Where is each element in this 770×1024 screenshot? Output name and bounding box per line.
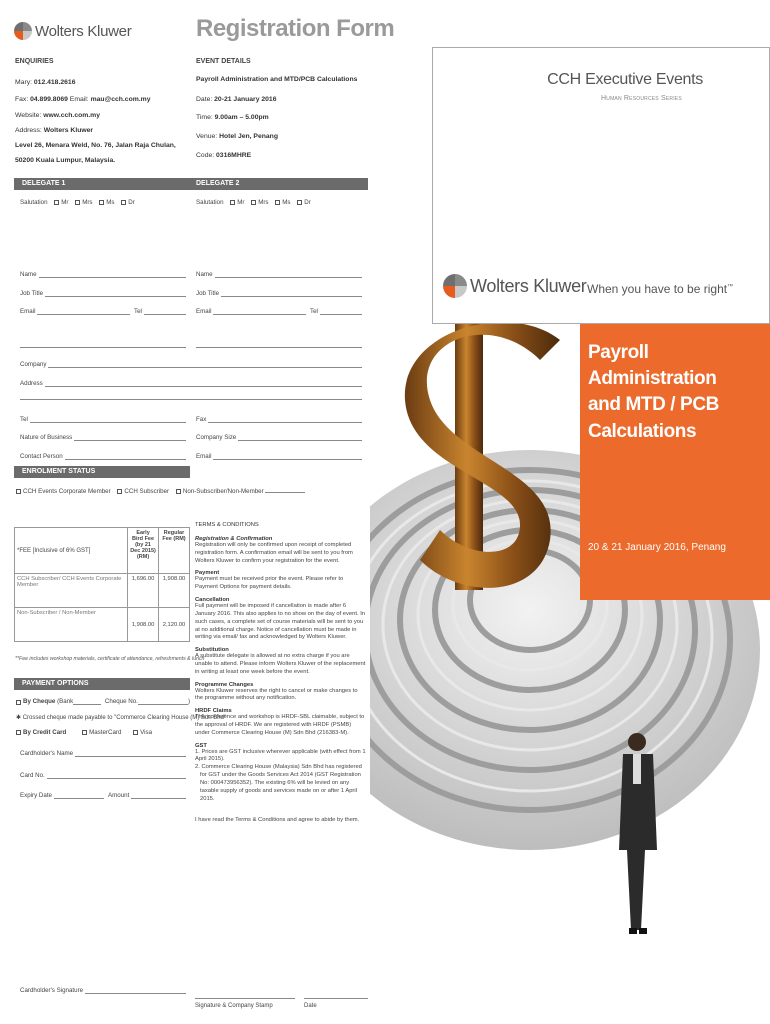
brand-logo: [14, 22, 131, 40]
delegate-2-tel-field[interactable]: [310, 305, 362, 315]
non-member-label: Non-Subscriber/Non-Member: [182, 488, 264, 495]
signature-label: Cardholder's Signature: [20, 987, 84, 994]
bank-input[interactable]: [73, 700, 101, 705]
expiry-date-field[interactable]: [20, 789, 104, 799]
wolters-kluwer-logo-icon: [443, 274, 467, 298]
date-label: Date: [304, 1003, 317, 1009]
mastercard-checkbox[interactable]: [82, 730, 87, 735]
date-line[interactable]: [304, 998, 368, 999]
early-bird-header: Early Bird Fee (by 21 Dec 2015) (RM): [128, 528, 159, 574]
signature-stamp-label: Signature & Company Stamp: [195, 1003, 273, 1009]
delegate-2-job-title-field[interactable]: [196, 287, 362, 297]
row2-label: Non-Subscriber / Non-Member: [15, 608, 128, 642]
salutation-mrs-checkbox[interactable]: [251, 200, 256, 205]
subscriber-checkbox[interactable]: [117, 489, 122, 494]
event-code: [196, 152, 251, 159]
enquiries-website: [15, 112, 100, 119]
address-line-3: 50200 Kuala Lumpur, Malaysia.: [15, 157, 116, 164]
substitution-heading: Substitution: [195, 647, 229, 654]
salutation-ms-checkbox[interactable]: [275, 200, 280, 205]
event-time: [196, 114, 269, 121]
name-label: Name: [20, 271, 37, 278]
gst-item-2: 2. Commerce Clearing House (Malaysia) Sdn Bhd has registered for GST under the Goods Services Act 2014 (GST Registration No: 000473956352). The existing 6% will be levied on any taxable supply of goods and services made on or after 1 April 2015.: [195, 764, 362, 802]
company-email-field[interactable]: [196, 450, 362, 460]
address-field[interactable]: [20, 377, 362, 387]
event-venue-value: Hotel Jen, Penang: [219, 133, 278, 140]
course-panel: [580, 324, 770, 600]
event-name: Payroll Administration and MTD/PCB Calculations: [196, 76, 358, 83]
address-line-1: Wolters Kluwer: [43, 127, 94, 134]
fee-note: **Fee includes workshop materials, certificate of attendance, refreshments & lunch: [15, 656, 205, 662]
contact-person-field[interactable]: [20, 450, 186, 460]
salutation-dr-checkbox[interactable]: [297, 200, 302, 205]
company-fax-label: Fax: [196, 416, 207, 423]
company-label: Company: [20, 361, 47, 368]
enquiries-heading: ENQUIRIES: [15, 58, 54, 65]
delegate-1-email-field[interactable]: [20, 305, 130, 315]
delegate-1-job-title-field[interactable]: [20, 287, 186, 297]
event-venue-label: Venue:: [196, 133, 220, 140]
delegate-2-extra-line: [196, 347, 362, 348]
company-size-label: Company Size: [196, 434, 237, 441]
course-title-line-3: and MTD / PCB: [588, 394, 719, 416]
programme-changes-text: Wolters Kluwer reserves the right to cancel or make changes to the programme without any notification.: [195, 687, 358, 702]
payment-terms-heading: Payment: [195, 570, 220, 577]
cover-brand-logo: [443, 274, 587, 298]
fee-label: *FEE [Inclusive of 6% GST]: [15, 528, 128, 574]
event-date: [196, 96, 277, 103]
visa-checkbox[interactable]: [133, 730, 138, 735]
salutation-mr-label: Mr: [237, 199, 245, 206]
event-code-value: 0316MHRE: [216, 152, 252, 159]
address-label: Address: [20, 380, 43, 387]
table-row: [15, 608, 190, 642]
card-no-label: Card No.: [20, 772, 45, 779]
businessman-figure: [619, 733, 657, 934]
enquiries-address: [15, 127, 93, 134]
enrolment-options: [16, 488, 305, 495]
tagline: [587, 282, 733, 296]
row1-early-fee: 1,696.00: [128, 574, 159, 608]
event-code-label: Code:: [196, 152, 217, 159]
company-tel-field[interactable]: [20, 413, 186, 423]
salutation-dr-checkbox[interactable]: [121, 200, 126, 205]
contact-label: Mary:: [15, 79, 34, 86]
visa-label: Visa: [140, 729, 153, 736]
salutation-label: Salutation: [20, 199, 48, 206]
substitution-text: A substitute delegate is allowed at no extra charge if you are unable to attend. Please inform Wolters Kluwer of the replacement in writing at least one week before the event.: [195, 653, 366, 675]
delegate-bar: [14, 178, 368, 190]
row1-regular-fee: 1,908.00: [159, 574, 190, 608]
nature-label: Nature of Business: [20, 434, 73, 441]
fax-label: Fax:: [15, 96, 31, 103]
cover-card: [432, 47, 770, 324]
event-details-heading: EVENT DETAILS: [196, 58, 251, 65]
cheque-no-label: Cheque No.: [104, 698, 138, 705]
name-label: Name: [196, 271, 213, 278]
event-date-location: 20 & 21 January 2016, Penang: [588, 542, 726, 553]
bank-label: (Bank: [57, 698, 74, 705]
cheque-row: By Cheque (Bank Cheque No. ): [16, 698, 190, 705]
wolters-kluwer-logo-icon: [14, 22, 32, 40]
salutation-dr-label: Dr: [128, 199, 135, 206]
row2-early-fee: 1,908.00: [128, 608, 159, 642]
contact-phone: 012.418.2616: [33, 79, 76, 86]
signature-stamp-line[interactable]: [195, 998, 295, 999]
gst-item-1: 1. Prices are GST inclusive wherever applicable (with effect from 1 April 2015).: [195, 748, 366, 763]
crossed-note-text: Crossed cheque made payable to "Commerce Clearing House (M) Sdn Bhd": [22, 715, 227, 721]
email-label: Email: [196, 308, 212, 315]
job-title-label: Job Title: [20, 290, 44, 297]
cardholder-name-label: Cardholder's Name: [20, 750, 74, 757]
subscriber-label: CCH Subscriber: [124, 488, 170, 495]
delegate-1-tel-field[interactable]: [134, 305, 186, 315]
trademark: ™: [727, 284, 734, 290]
delegate-1-name-field[interactable]: [20, 268, 186, 278]
company-tel-label: Tel: [20, 416, 28, 423]
hrdf-text: This conference and workshop is HRDF-SBL claimable, subject to the approval of HRDF. We are registered with HRDF (PSMB) under Commerce Clearing House (M) Sdn Bhd (216383-M).: [195, 714, 365, 736]
agreement-text: I have read the Terms & Conditions and agree to abide by them.: [195, 817, 360, 824]
cover-brand-name: Wolters Kluwer: [470, 275, 587, 296]
table-row: [15, 574, 190, 608]
tel-label: Tel: [134, 308, 142, 315]
cancellation-heading: Cancellation: [195, 597, 230, 604]
delegate-2-email-field[interactable]: [196, 305, 306, 315]
course-title-line-4: Calculations: [588, 420, 697, 442]
salutation-mrs-checkbox[interactable]: [75, 200, 80, 205]
credit-card-label: By Credit Card: [23, 729, 67, 736]
programme-changes-heading: Programme Changes: [195, 681, 254, 688]
credit-card-row: [16, 729, 152, 736]
salutation-dr-label: Dr: [304, 199, 311, 206]
card-number-field[interactable]: [20, 769, 186, 779]
address-label: Address:: [15, 127, 44, 134]
contact-person-label: Contact Person: [20, 453, 63, 460]
salutation-ms-label: Ms: [282, 199, 291, 206]
registration-heading: Registration & Confirmation: [195, 536, 273, 542]
mastercard-label: MasterCard: [89, 729, 122, 736]
cheque-no-input[interactable]: [138, 700, 188, 705]
corporate-member-label: CCH Events Corporate Member: [23, 488, 111, 495]
delegate-2-name-field[interactable]: [196, 268, 362, 278]
payment-terms-text: Payment must be received prior the event. Please refer to Payment Options for payment details.: [195, 576, 344, 591]
terms-heading: TERMS & CONDITIONS: [195, 522, 259, 528]
salutation-mrs-label: Mrs: [258, 199, 269, 206]
email-label: Email: [20, 308, 36, 315]
event-date-value: 20-21 January 2016: [214, 96, 277, 103]
row1-label: CCH Subscriber/ CCH Events Corporate Member: [15, 574, 128, 608]
email-label: Email:: [67, 96, 91, 103]
amount-field[interactable]: [108, 789, 186, 799]
brand-name: Wolters Kluwer: [35, 22, 132, 40]
event-venue: [196, 133, 278, 140]
salutation-mr-checkbox[interactable]: [230, 200, 235, 205]
cancellation-text: Full payment will be imposed if cancellation is made after 6 January 2016. This also applies to no show on the day of event. In such cases, a complete set of course materials will be sent to you at no additional charge. Notice of cancellation must be made in writing via email/ fax and acknowledged by Wolters Kluwer.: [195, 603, 366, 641]
cheque-label: By Cheque: [23, 698, 56, 705]
gst-heading: GST: [195, 742, 207, 749]
company-fax-field[interactable]: [196, 413, 362, 423]
course-title-line-1: Payroll: [588, 342, 649, 363]
enquiries-fax-email: [15, 96, 151, 103]
website-link: www.cch.com.my: [43, 112, 101, 119]
event-time-value: 9.00am – 5.00pm: [214, 114, 269, 121]
contact-email: mau@cch.com.my: [90, 96, 151, 103]
expiry-label: Expiry Date: [20, 792, 52, 799]
credit-card-checkbox[interactable]: [16, 730, 21, 735]
page-title: Registration Form: [196, 15, 395, 42]
tel-label: Tel: [310, 308, 318, 315]
course-title: [588, 340, 719, 445]
delegate-2-heading: DELEGATE 2: [196, 180, 240, 187]
enquiries-contact: [15, 79, 75, 86]
terms-conditions: [195, 522, 367, 825]
cheque-checkbox[interactable]: [16, 700, 21, 705]
website-label: Website:: [15, 112, 44, 119]
corporate-member-checkbox[interactable]: [16, 489, 21, 494]
salutation-mr-checkbox[interactable]: [54, 200, 59, 205]
course-title-line-2: Administration: [588, 368, 717, 390]
payment-heading: PAYMENT OPTIONS: [14, 678, 190, 690]
amount-label: Amount: [108, 792, 130, 799]
regular-fee-header: Regular Fee (RM): [159, 528, 190, 574]
fax-number: 04.899.8069: [30, 96, 68, 103]
cardholder-name-field[interactable]: [20, 747, 186, 757]
registration-text: Registration will only be confirmed upon receipt of completed registration form. A confirmation email will be sent to you from Wolters Kluwer to confirm your registration for the event.: [195, 542, 353, 564]
row2-regular-fee: 2,120.00: [159, 608, 190, 642]
salutation-ms-label: Ms: [106, 199, 115, 206]
address-line-2: Level 26, Menara Weld, No. 76, Jalan Raja Chulan,: [15, 142, 176, 149]
tagline-text: When you have to be right: [587, 282, 728, 296]
delegate-1-heading: DELEGATE 1: [22, 180, 66, 187]
delegate-1-extra-line: [20, 347, 186, 348]
series-title: CCH Executive Events: [547, 71, 703, 88]
fee-table: [14, 527, 190, 642]
cardholder-signature-field[interactable]: [20, 984, 186, 994]
company-size-field[interactable]: [196, 431, 362, 441]
job-title-label: Job Title: [196, 290, 220, 297]
salutation-mr-label: Mr: [61, 199, 69, 206]
company-field[interactable]: [20, 358, 362, 368]
salutation-mrs-label: Mrs: [82, 199, 93, 206]
non-member-checkbox[interactable]: [176, 489, 181, 494]
hrdf-heading: HRDF Claims: [195, 708, 232, 715]
address-extra-line: [20, 399, 362, 400]
salutation-label: Salutation: [196, 199, 224, 206]
bullet-icon: ✱: [16, 715, 23, 721]
company-email-label: Email: [196, 453, 212, 460]
delegate-2-salutation: [196, 199, 311, 206]
enrolment-heading: ENROLMENT STATUS: [14, 466, 190, 478]
nature-of-business-field[interactable]: [20, 431, 186, 441]
salutation-ms-checkbox[interactable]: [99, 200, 104, 205]
delegate-1-salutation: [20, 199, 135, 206]
event-time-label: Time:: [196, 114, 215, 121]
series-subtitle: Human Resources Series: [601, 95, 682, 102]
event-date-label: Date:: [196, 96, 215, 103]
